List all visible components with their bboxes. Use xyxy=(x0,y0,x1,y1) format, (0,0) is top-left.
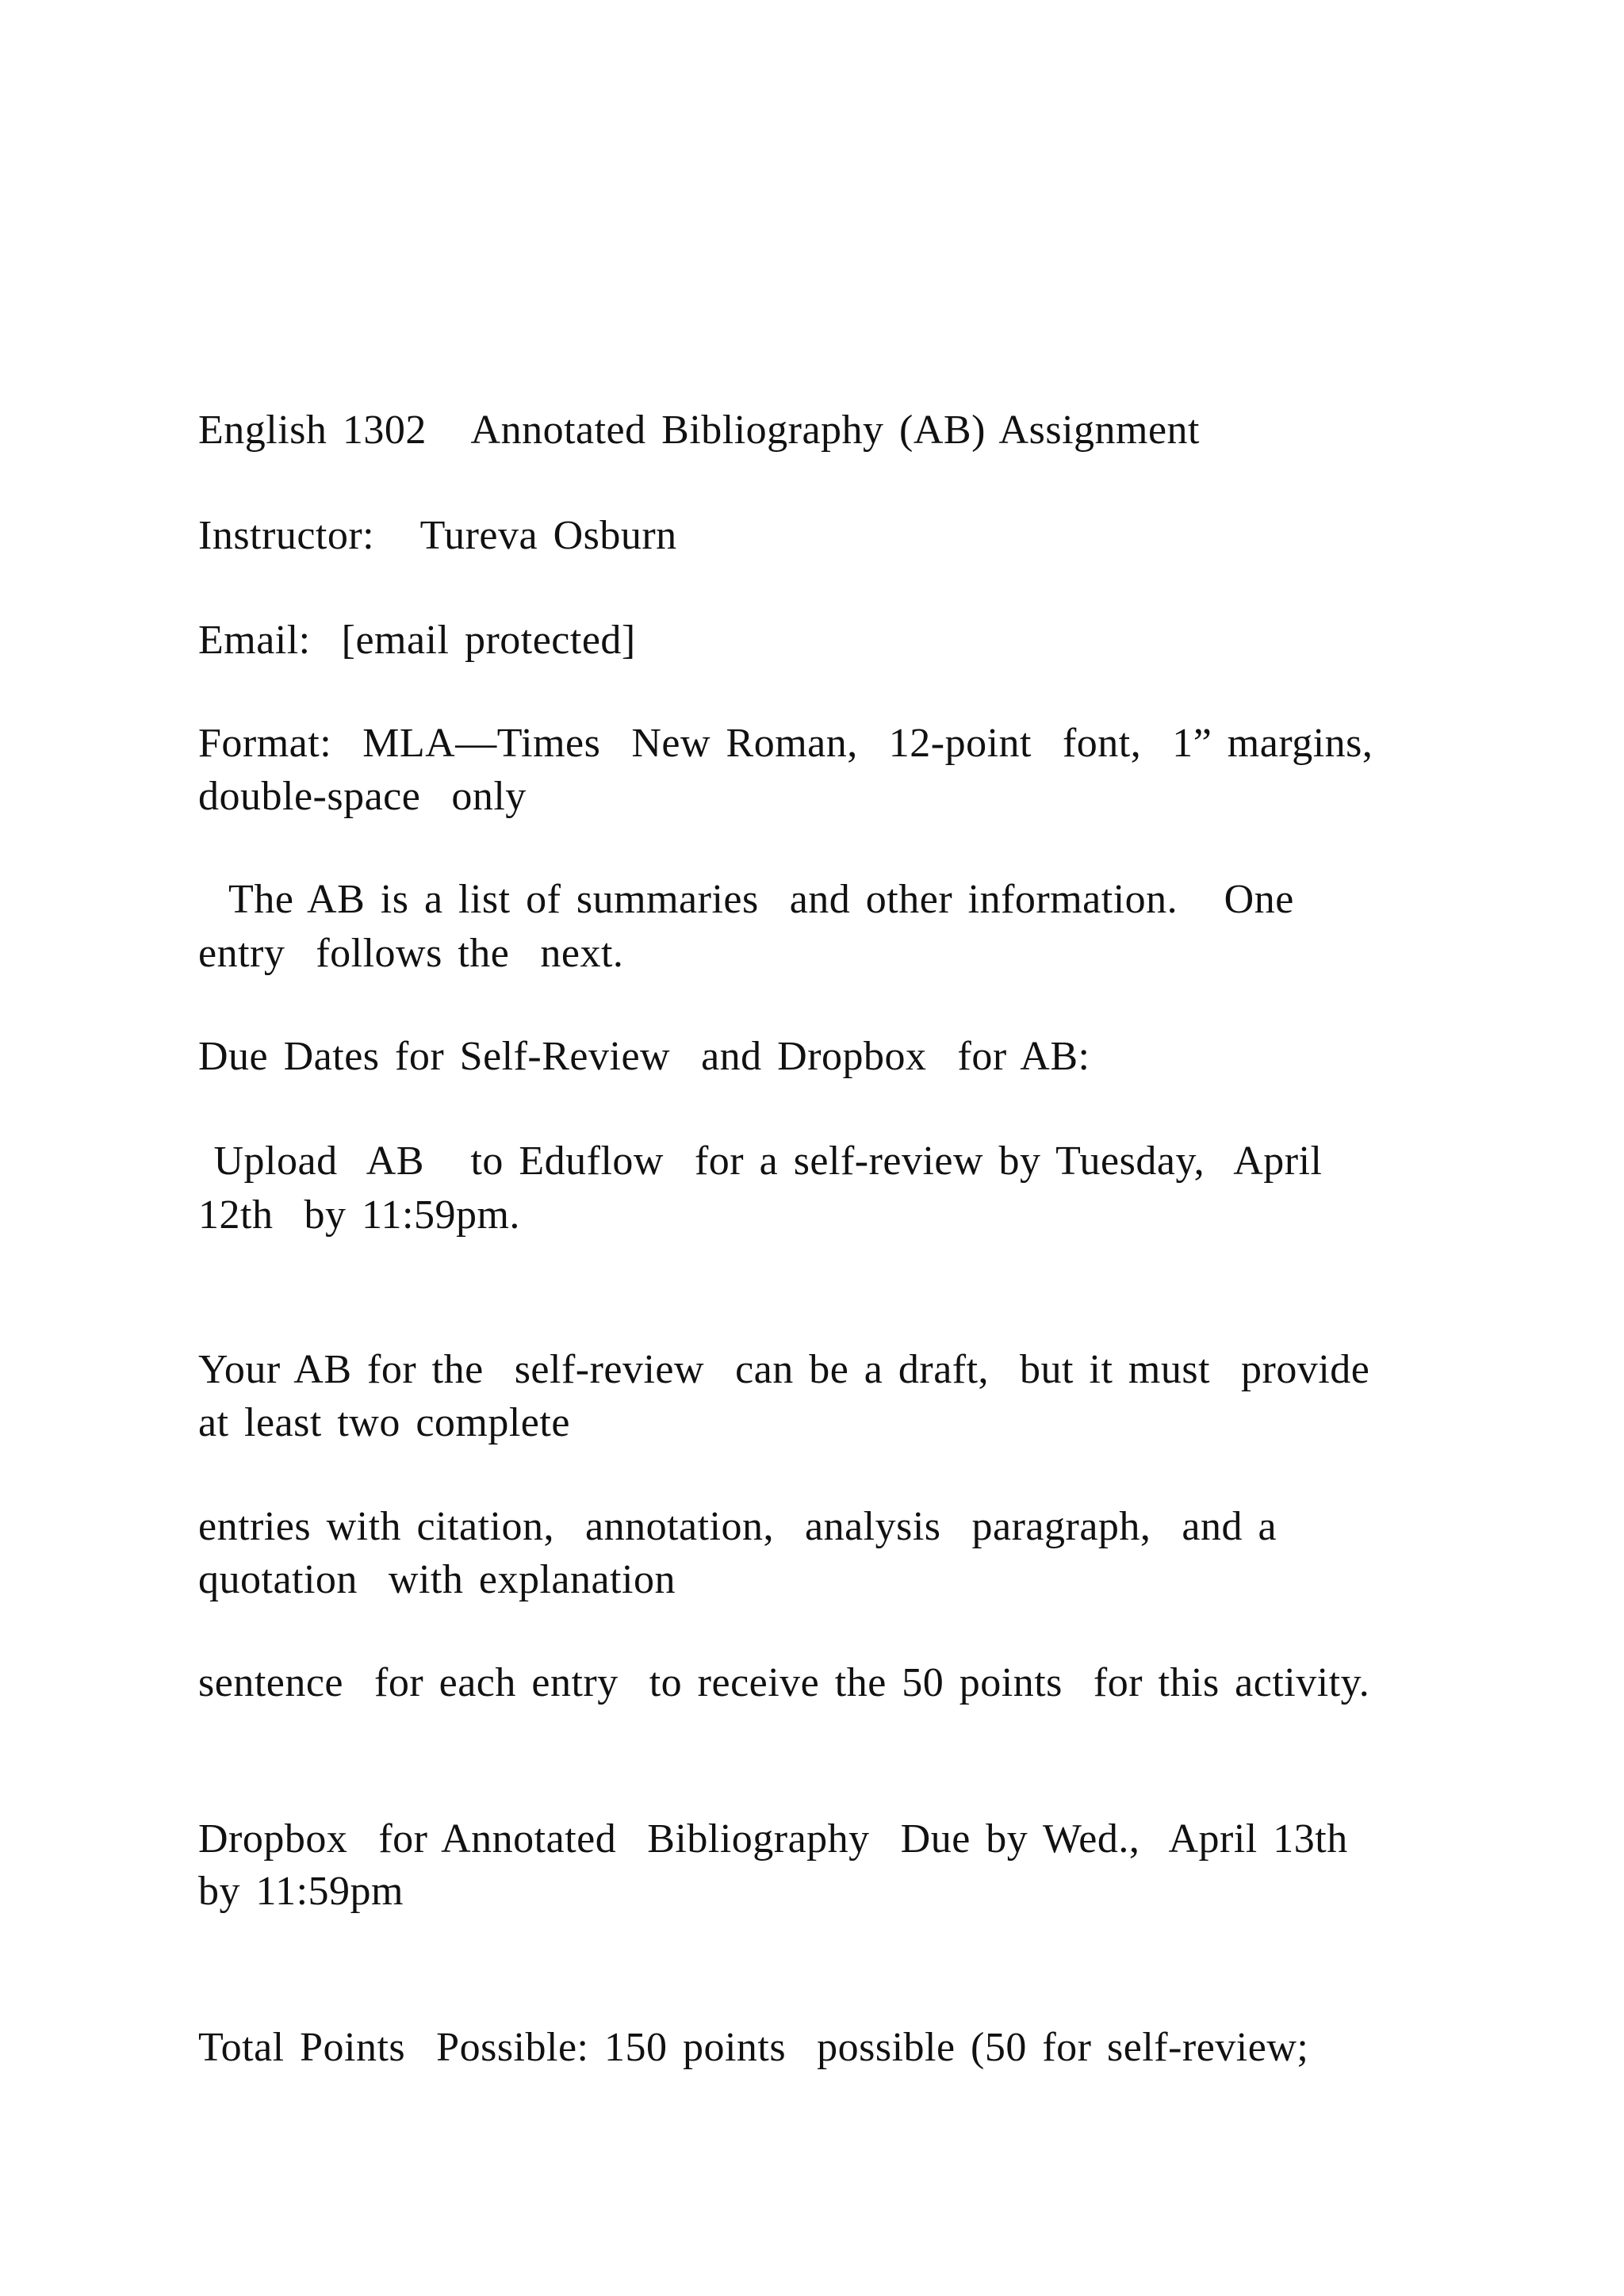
sentence-line: sentence for each entry to receive the 50 points for this activity. xyxy=(198,1660,1370,1705)
format-line-2: double-space only xyxy=(198,774,527,819)
upload-line-2: 12th by 11:59pm. xyxy=(198,1192,520,1238)
assignment-title: English 1302 Annotated Bibliography (AB) Assignment xyxy=(198,408,1201,453)
entries-line-2: quotation with explanation xyxy=(198,1557,676,1602)
draft-line-1: Your AB for the self-review can be a draft, but it must provide xyxy=(198,1347,1370,1392)
email-line: Email: [email protected] xyxy=(198,618,636,663)
due-dates-heading: Due Dates for Self-Review and Dropbox for AB: xyxy=(198,1034,1090,1079)
entries-line-1: entries with citation, annotation, analysis paragraph, and a xyxy=(198,1504,1277,1549)
intro-line-1: The AB is a list of summaries and other information. One xyxy=(198,877,1294,922)
dropbox-line-2: by 11:59pm xyxy=(198,1869,404,1914)
intro-line-2: entry follows the next. xyxy=(198,931,624,976)
dropbox-line-1: Dropbox for Annotated Bibliography Due by Wed., April 13th xyxy=(198,1816,1348,1862)
upload-line-1: Upload AB to Eduflow for a self-review by Tuesday, April xyxy=(198,1138,1323,1184)
format-line-1: Format: MLA—Times New Roman, 12-point font, 1” margins, xyxy=(198,721,1373,766)
total-points-line: Total Points Possible: 150 points possible (50 for self-review; xyxy=(198,2025,1309,2070)
draft-line-2: at least two complete xyxy=(198,1400,570,1445)
instructor-line: Instructor: Tureva Osburn xyxy=(198,513,677,558)
